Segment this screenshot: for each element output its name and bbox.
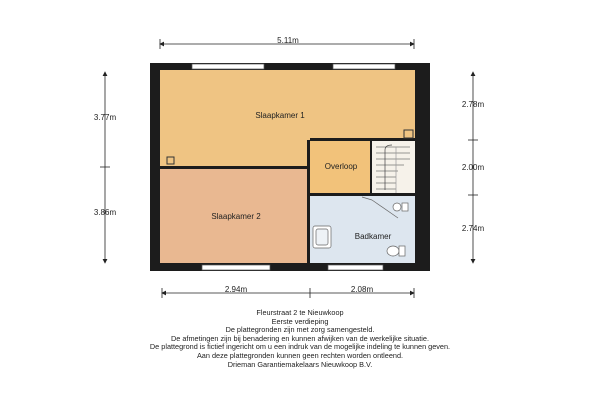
caption-line-4: Aan deze plattegronden kunnen geen rechten worden ontleend.: [196, 350, 404, 360]
dim-right-top: 2.78m: [461, 100, 485, 109]
caption-line-1: De plattegronden zijn met zorg samengesteld.: [225, 325, 375, 335]
caption-line-3: De plattegrond is fictief ingericht om u een indruk van de mogelijke indeling te kunnen geven.: [149, 342, 451, 352]
caption-line-2: De afmetingen zijn bij benadering en kunnen afwijken van de werkelijke situatie.: [171, 333, 429, 343]
dim-left-top: 3.77m: [93, 113, 117, 122]
caption-floor: Eerste verdieping: [271, 316, 329, 326]
caption-address: Fleurstraat 2 te Nieuwkoop: [256, 308, 344, 317]
dim-left-bottom: 3.86m: [93, 208, 117, 217]
dim-right-middle: 2.00m: [461, 163, 485, 172]
label-slaapkamer-1: Slaapkamer 1: [255, 111, 305, 120]
label-slaapkamer-2: Slaapkamer 2: [211, 212, 261, 221]
dim-bottom-left: 2.94m: [224, 285, 248, 294]
caption-block: [0, 309, 600, 369]
stairs-area: [370, 140, 415, 195]
dim-right-bottom: 2.74m: [461, 224, 485, 233]
label-badkamer: Badkamer: [354, 232, 392, 241]
dim-bottom-right: 2.08m: [350, 285, 374, 294]
dim-total-width: 5.11m: [277, 36, 299, 45]
caption-company: Drieman Garantiemakelaars Nieuwkoop B.V.: [227, 359, 373, 369]
label-overloop: Overloop: [324, 162, 358, 171]
